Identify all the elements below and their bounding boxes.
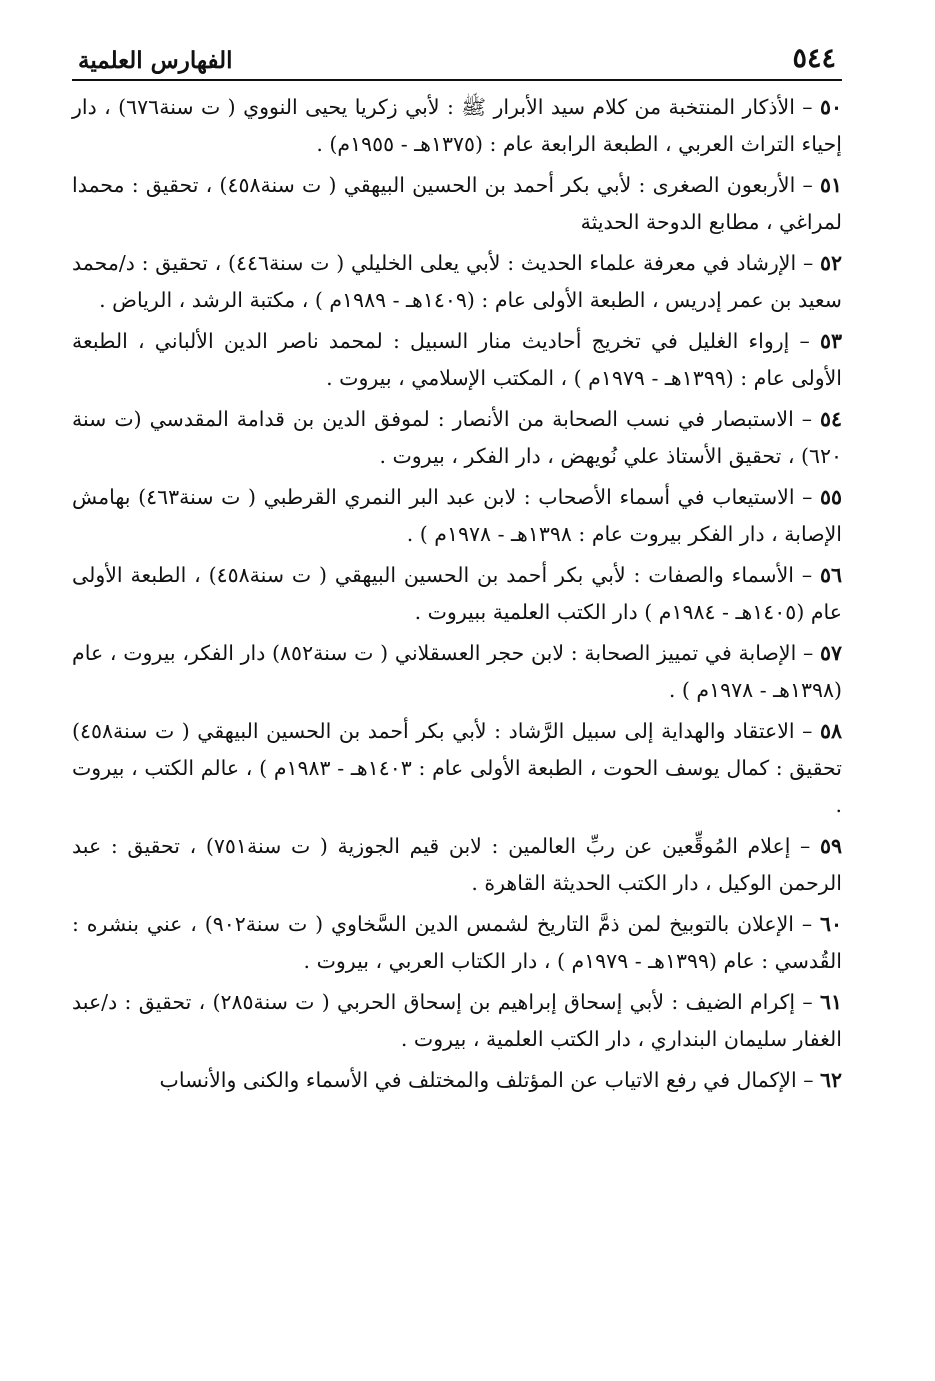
header-rule: [72, 79, 842, 81]
entry-text: الأسماء والصفات : لأبي بكر أحمد بن الحسين البيهقي ( ت سنة٤٥٨) ، الطبعة الأولى عام (١٤٠٥هـ - ١٩٨٤م ) دار الكتب العلمية ببيروت .: [72, 563, 842, 624]
entry-number: ٥٤: [819, 407, 842, 431]
entry-number: ٥٠: [819, 95, 842, 119]
bibliography-entry: ٥٣ – إرواء الغليل في تخريج أحاديث منار السبيل : لمحمد ناصر الدين الألباني ، الطبعة الأولى عام : (١٣٩٩هـ - ١٩٧٩م ) ، المكتب الإسلامي ، بيروت .: [72, 329, 842, 390]
bibliography-entry: ٥٨ – الاعتقاد والهداية إلى سبيل الرَّشاد : لأبي بكر أحمد بن الحسين البيهقي ( ت سنة٤٥٨) تحقيق : كمال يوسف الحوت ، الطبعة الأولى عام : ١٤٠٣هـ - ١٩٨٣م ) ، عالم الكتب ، بيروت .: [72, 719, 842, 817]
entry-text: الأذكار المنتخبة من كلام سيد الأبرار ﷺ : لأبي زكريا يحيى النووي ( ت سنة٦٧٦) ، دار إحياء التراث العربي ، الطبعة الرابعة عام : (١٣٧٥هـ - ١٩٥٥م) .: [72, 95, 842, 156]
bibliography-entry: ٥٢ – الإرشاد في معرفة علماء الحديث : لأبي يعلى الخليلي ( ت سنة٤٤٦) ، تحقيق : د/محمد سعيد بن عمر إدريس ، الطبعة الأولى عام : (١٤٠٩هـ - ١٩٨٩م ) ، مكتبة الرشد ، الرياض .: [72, 251, 842, 312]
entry-text: إعلام المُوقِّعين عن ربِّ العالمين : لابن قيم الجوزية ( ت سنة٧٥١) ، تحقيق : عبد الرحمن الوكيل ، دار الكتب الحديثة القاهرة .: [72, 834, 842, 895]
document-page: [72, 34, 842, 1103]
entry-text: الاستيعاب في أسماء الأصحاب : لابن عبد البر النمري القرطبي ( ت سنة٤٦٣) بهامش الإصابة ، دار الفكر بيروت عام : ١٣٩٨هـ - ١٩٧٨م ) .: [72, 485, 842, 546]
entry-text: الإعلان بالتوبيخ لمن ذمَّ التاريخ لشمس الدين السَّخاوي ( ت سنة٩٠٢) ، عني بنشره : القُدسي : عام (١٣٩٩هـ - ١٩٧٩م ) ، دار الكتاب العربي ، بيروت .: [72, 912, 842, 973]
running-title: الفهارس العلمية: [78, 47, 233, 74]
entry-text: الإصابة في تمييز الصحابة : لابن حجر العسقلاني ( ت سنة٨٥٢) دار الفكر، بيروت ، عام (١٣٩٨هـ - ١٩٧٨م ) .: [72, 641, 842, 702]
entry-number: ٦٠: [819, 912, 842, 936]
entry-number: ٥٢: [819, 251, 842, 275]
page-header: [72, 34, 842, 72]
entry-text: إكرام الضيف : لأبي إسحاق إبراهيم بن إسحاق الحربي ( ت سنة٢٨٥) ، تحقيق : د/عبد الغفار سليمان البنداري ، دار الكتب العلمية ، بيروت .: [72, 990, 842, 1051]
bibliography-entry: ٥٦ – الأسماء والصفات : لأبي بكر أحمد بن الحسين البيهقي ( ت سنة٤٥٨) ، الطبعة الأولى عام (١٤٠٥هـ - ١٩٨٤م ) دار الكتب العلمية ببيروت .: [72, 563, 842, 624]
bibliography-entry: ٥١ – الأربعون الصغرى : لأبي بكر أحمد بن الحسين البيهقي ( ت سنة٤٥٨) ، تحقيق : محمدا لمراغي ، مطابع الدوحة الحديثة: [72, 173, 842, 234]
entry-number: ٥٣: [819, 329, 842, 353]
bibliography-entry: ٥٤ – الاستبصار في نسب الصحابة من الأنصار : لموفق الدين بن قدامة المقدسي (ت سنة ٦٢٠) ، تحقيق الأستاذ علي نُويهض ، دار الفكر ، بيروت .: [72, 407, 842, 468]
bibliography-entry: ٥٥ – الاستيعاب في أسماء الأصحاب : لابن عبد البر النمري القرطبي ( ت سنة٤٦٣) بهامش الإصابة ، دار الفكر بيروت عام : ١٣٩٨هـ - ١٩٧٨م ) .: [72, 485, 843, 546]
entry-number: ٥٥: [819, 485, 843, 509]
entry-text: الاستبصار في نسب الصحابة من الأنصار : لموفق الدين بن قدامة المقدسي (ت سنة ٦٢٠) ، تحقيق الأستاذ علي نُويهض ، دار الفكر ، بيروت .: [72, 407, 842, 468]
entry-number: ٥٧: [819, 641, 842, 665]
bibliography-entry: ٦١ – إكرام الضيف : لأبي إسحاق إبراهيم بن إسحاق الحربي ( ت سنة٢٨٥) ، تحقيق : د/عبد الغفار سليمان البنداري ، دار الكتب العلمية ، بيروت .: [72, 990, 842, 1051]
bibliography-list: [72, 89, 842, 1103]
entry-number: ٥٦: [819, 563, 842, 587]
entry-text: الأربعون الصغرى : لأبي بكر أحمد بن الحسين البيهقي ( ت سنة٤٥٨) ، تحقيق : محمدا لمراغي ، مطابع الدوحة الحديثة: [72, 173, 842, 234]
entry-number: ٦٢: [819, 1068, 842, 1092]
entry-text: الإرشاد في معرفة علماء الحديث : لأبي يعلى الخليلي ( ت سنة٤٤٦) ، تحقيق : د/محمد سعيد بن عمر إدريس ، الطبعة الأولى عام : (١٤٠٩هـ - ١٩٨٩م ) ، مكتبة الرشد ، الرياض .: [72, 251, 842, 312]
entry-number: ٥١: [819, 173, 842, 197]
bibliography-entry: ٥٧ – الإصابة في تمييز الصحابة : لابن حجر العسقلاني ( ت سنة٨٥٢) دار الفكر، بيروت ، عام (١٣٩٨هـ - ١٩٧٨م ) .: [72, 641, 842, 702]
entry-number: ٥٨: [819, 719, 842, 743]
bibliography-entry: ٦٢ – الإكمال في رفع الاتياب عن المؤتلف والمختلف في الأسماء والكنى والأنساب: [159, 1068, 842, 1092]
entry-number: ٥٩: [819, 834, 842, 858]
page-number: ٥٤٤: [792, 43, 836, 74]
entry-number: ٦١: [819, 990, 842, 1014]
bibliography-entry: ٥٩ – إعلام المُوقِّعين عن ربِّ العالمين : لابن قيم الجوزية ( ت سنة٧٥١) ، تحقيق : عبد الرحمن الوكيل ، دار الكتب الحديثة القاهرة .: [72, 834, 842, 895]
bibliography-entry: ٥٠ – الأذكار المنتخبة من كلام سيد الأبرار ﷺ : لأبي زكريا يحيى النووي ( ت سنة٦٧٦) ، دار إحياء التراث العربي ، الطبعة الرابعة عام : (١٣٧٥هـ - ١٩٥٥م) .: [72, 95, 842, 156]
entry-text: الإكمال في رفع الاتياب عن المؤتلف والمختلف في الأسماء والكنى والأنساب: [159, 1068, 797, 1092]
bibliography-entry: ٦٠ – الإعلان بالتوبيخ لمن ذمَّ التاريخ لشمس الدين السَّخاوي ( ت سنة٩٠٢) ، عني بنشره : القُدسي : عام (١٣٩٩هـ - ١٩٧٩م ) ، دار الكتاب العربي ، بيروت .: [72, 912, 842, 973]
entry-text: الاعتقاد والهداية إلى سبيل الرَّشاد : لأبي بكر أحمد بن الحسين البيهقي ( ت سنة٤٥٨) تحقيق : كمال يوسف الحوت ، الطبعة الأولى عام : ١٤٠٣هـ - ١٩٨٣م ) ، عالم الكتب ، بيروت .: [72, 719, 842, 817]
entry-text: إرواء الغليل في تخريج أحاديث منار السبيل : لمحمد ناصر الدين الألباني ، الطبعة الأولى عام : (١٣٩٩هـ - ١٩٧٩م ) ، المكتب الإسلامي ، بيروت .: [72, 329, 842, 390]
